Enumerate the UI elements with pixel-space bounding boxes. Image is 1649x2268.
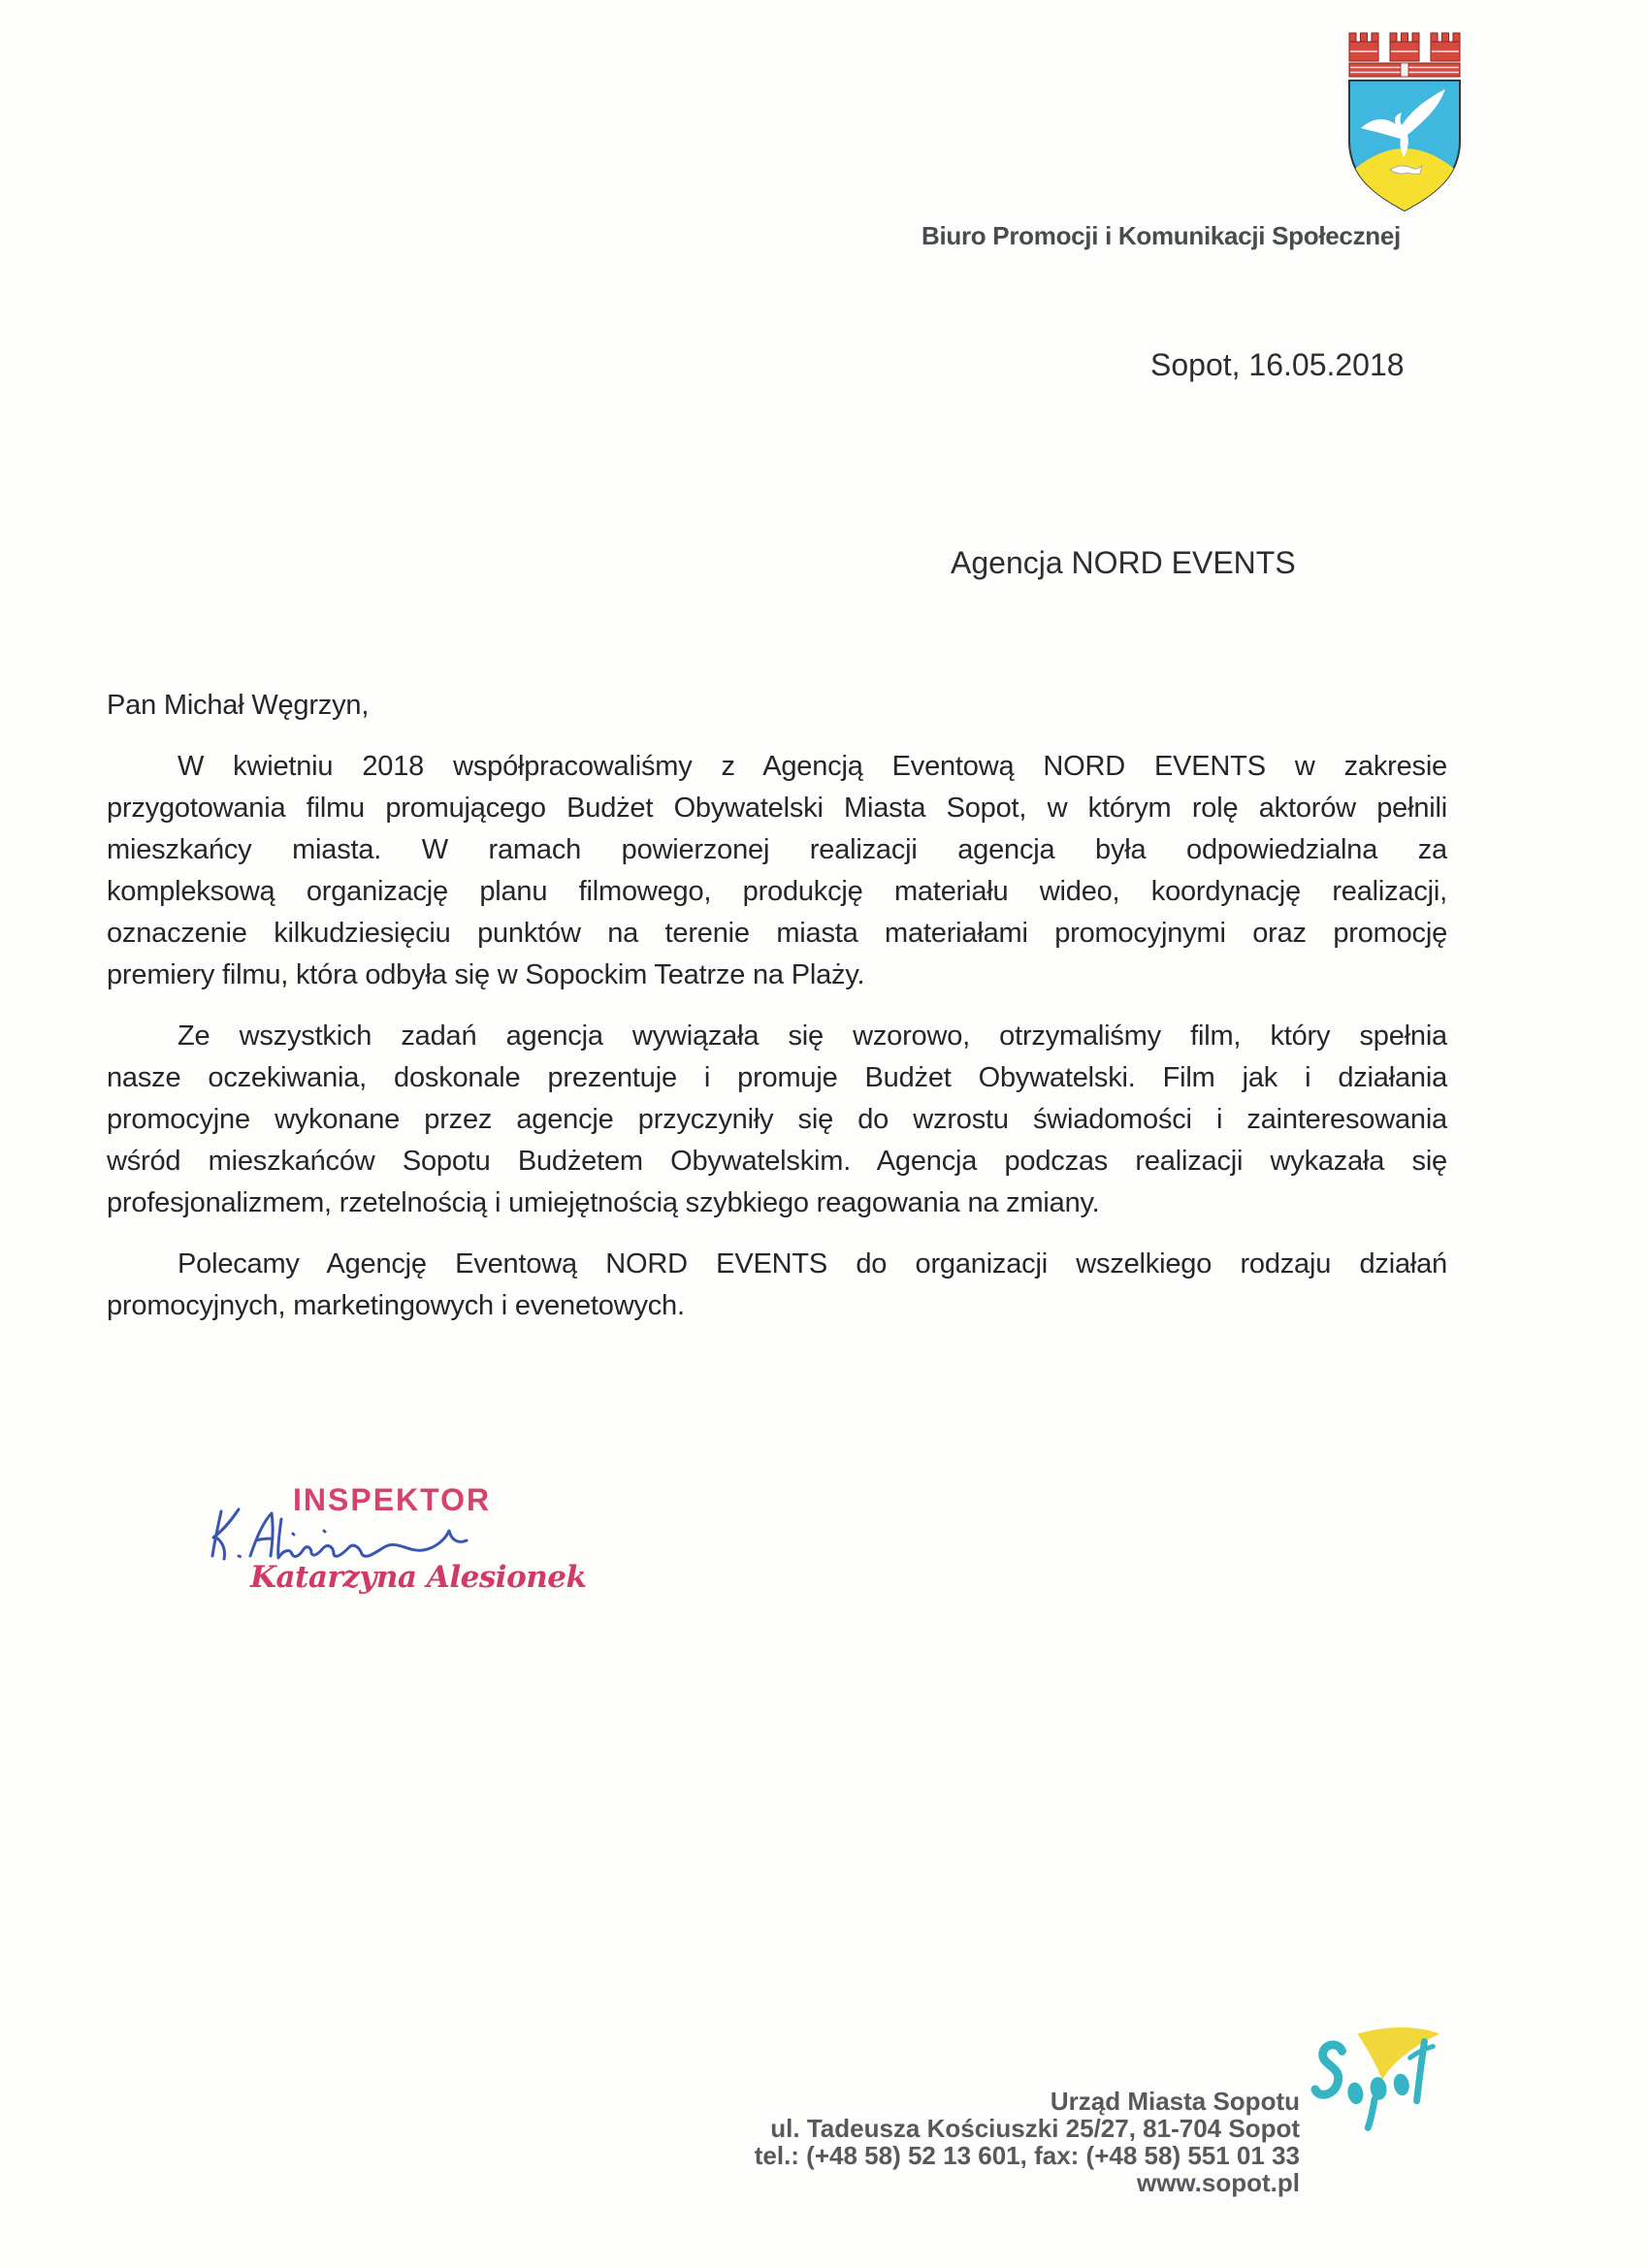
paragraph-2 xyxy=(107,1016,1447,1224)
paragraph-3 xyxy=(107,1244,1447,1327)
body-line: przygotowania filmu promującego Budżet Obywatelski Miasta Sopot, w którym rolę aktorów pełnili xyxy=(107,793,1447,824)
sopot-coat-of-arms-icon xyxy=(1344,27,1465,217)
body-line: oznaczenie kilkudziesięciu punktów na terenie miasta materiałami promocyjnymi oraz promocję xyxy=(107,918,1447,949)
body-line: profesjonalizmem, rzetelnością i umiejętnością szybkiego reagowania na zmiany. xyxy=(107,1187,1100,1218)
footer-line-website: www.sopot.pl xyxy=(1136,2168,1300,2197)
handwritten-signature-text xyxy=(0,0,1,1)
inspector-title-stamp: INSPEKTOR xyxy=(293,1482,492,1517)
footer-line-institution: Urząd Miasta Sopotu xyxy=(1050,2087,1300,2116)
body-line: Polecamy Agencję Eventową NORD EVENTS do organizacji wszelkiego rodzaju działań xyxy=(178,1248,1447,1280)
footer-line-street: ul. Tadeusza Kościuszki 25/27, 81-704 Sopot xyxy=(770,2114,1300,2143)
body-line: kompleksową organizację planu filmowego, produkcję materiału wideo, koordynację realizacji, xyxy=(107,876,1447,907)
body-line: wśród mieszkańców Sopotu Budżetem Obywatelskim. Agencja podczas realizacji wykazała się xyxy=(107,1146,1447,1177)
office-name: Biuro Promocji i Komunikacji Społecznej xyxy=(922,221,1401,250)
body-line: W kwietniu 2018 współpracowaliśmy z Agencją Eventową NORD EVENTS w zakresie xyxy=(178,751,1447,782)
mural-crown-icon xyxy=(1349,33,1460,77)
footer-line-phone: tel.: (+48 58) 52 13 601, fax: (+48 58) 551 01 33 xyxy=(754,2141,1300,2170)
body-line: promocyjne wykonane przez agencje przyczyniły się do wzrostu świadomości i zainteresowania xyxy=(107,1104,1447,1135)
body-line: nasze oczekiwania, doskonale prezentuje i promuje Budżet Obywatelski. Film jak i działania xyxy=(107,1062,1447,1093)
letter-body xyxy=(107,685,1447,1327)
shield-icon xyxy=(1349,81,1460,217)
body-line: premiery filmu, która odbyła się w Sopockim Teatrze na Plaży. xyxy=(107,959,865,990)
handwritten-signature-icon xyxy=(206,1506,487,1566)
body-line: Ze wszystkich zadań agencja wywiązała się wzorowo, otrzymaliśmy film, który spełnia xyxy=(178,1021,1447,1052)
salutation: Pan Michał Węgrzyn, xyxy=(107,690,370,721)
signer-name-stamp: Katarzyna Alesionek xyxy=(250,1560,587,1595)
addressee: Agencja NORD EVENTS xyxy=(951,545,1296,580)
logo-sail-icon xyxy=(1357,2027,1439,2080)
body-line: mieszkańcy miasta. W ramach powierzonej realizacji agencja była odpowiedzialna za xyxy=(107,834,1447,865)
body-line: promocyjnych, marketingowych i evenetowych. xyxy=(107,1290,685,1321)
footer-address-block xyxy=(524,2088,1300,2196)
city-logo-text xyxy=(0,0,1,1)
paragraph-1 xyxy=(107,746,1447,996)
sopot-city-logo-icon xyxy=(1308,2025,1461,2142)
date-line: Sopot, 16.05.2018 xyxy=(1150,347,1405,382)
